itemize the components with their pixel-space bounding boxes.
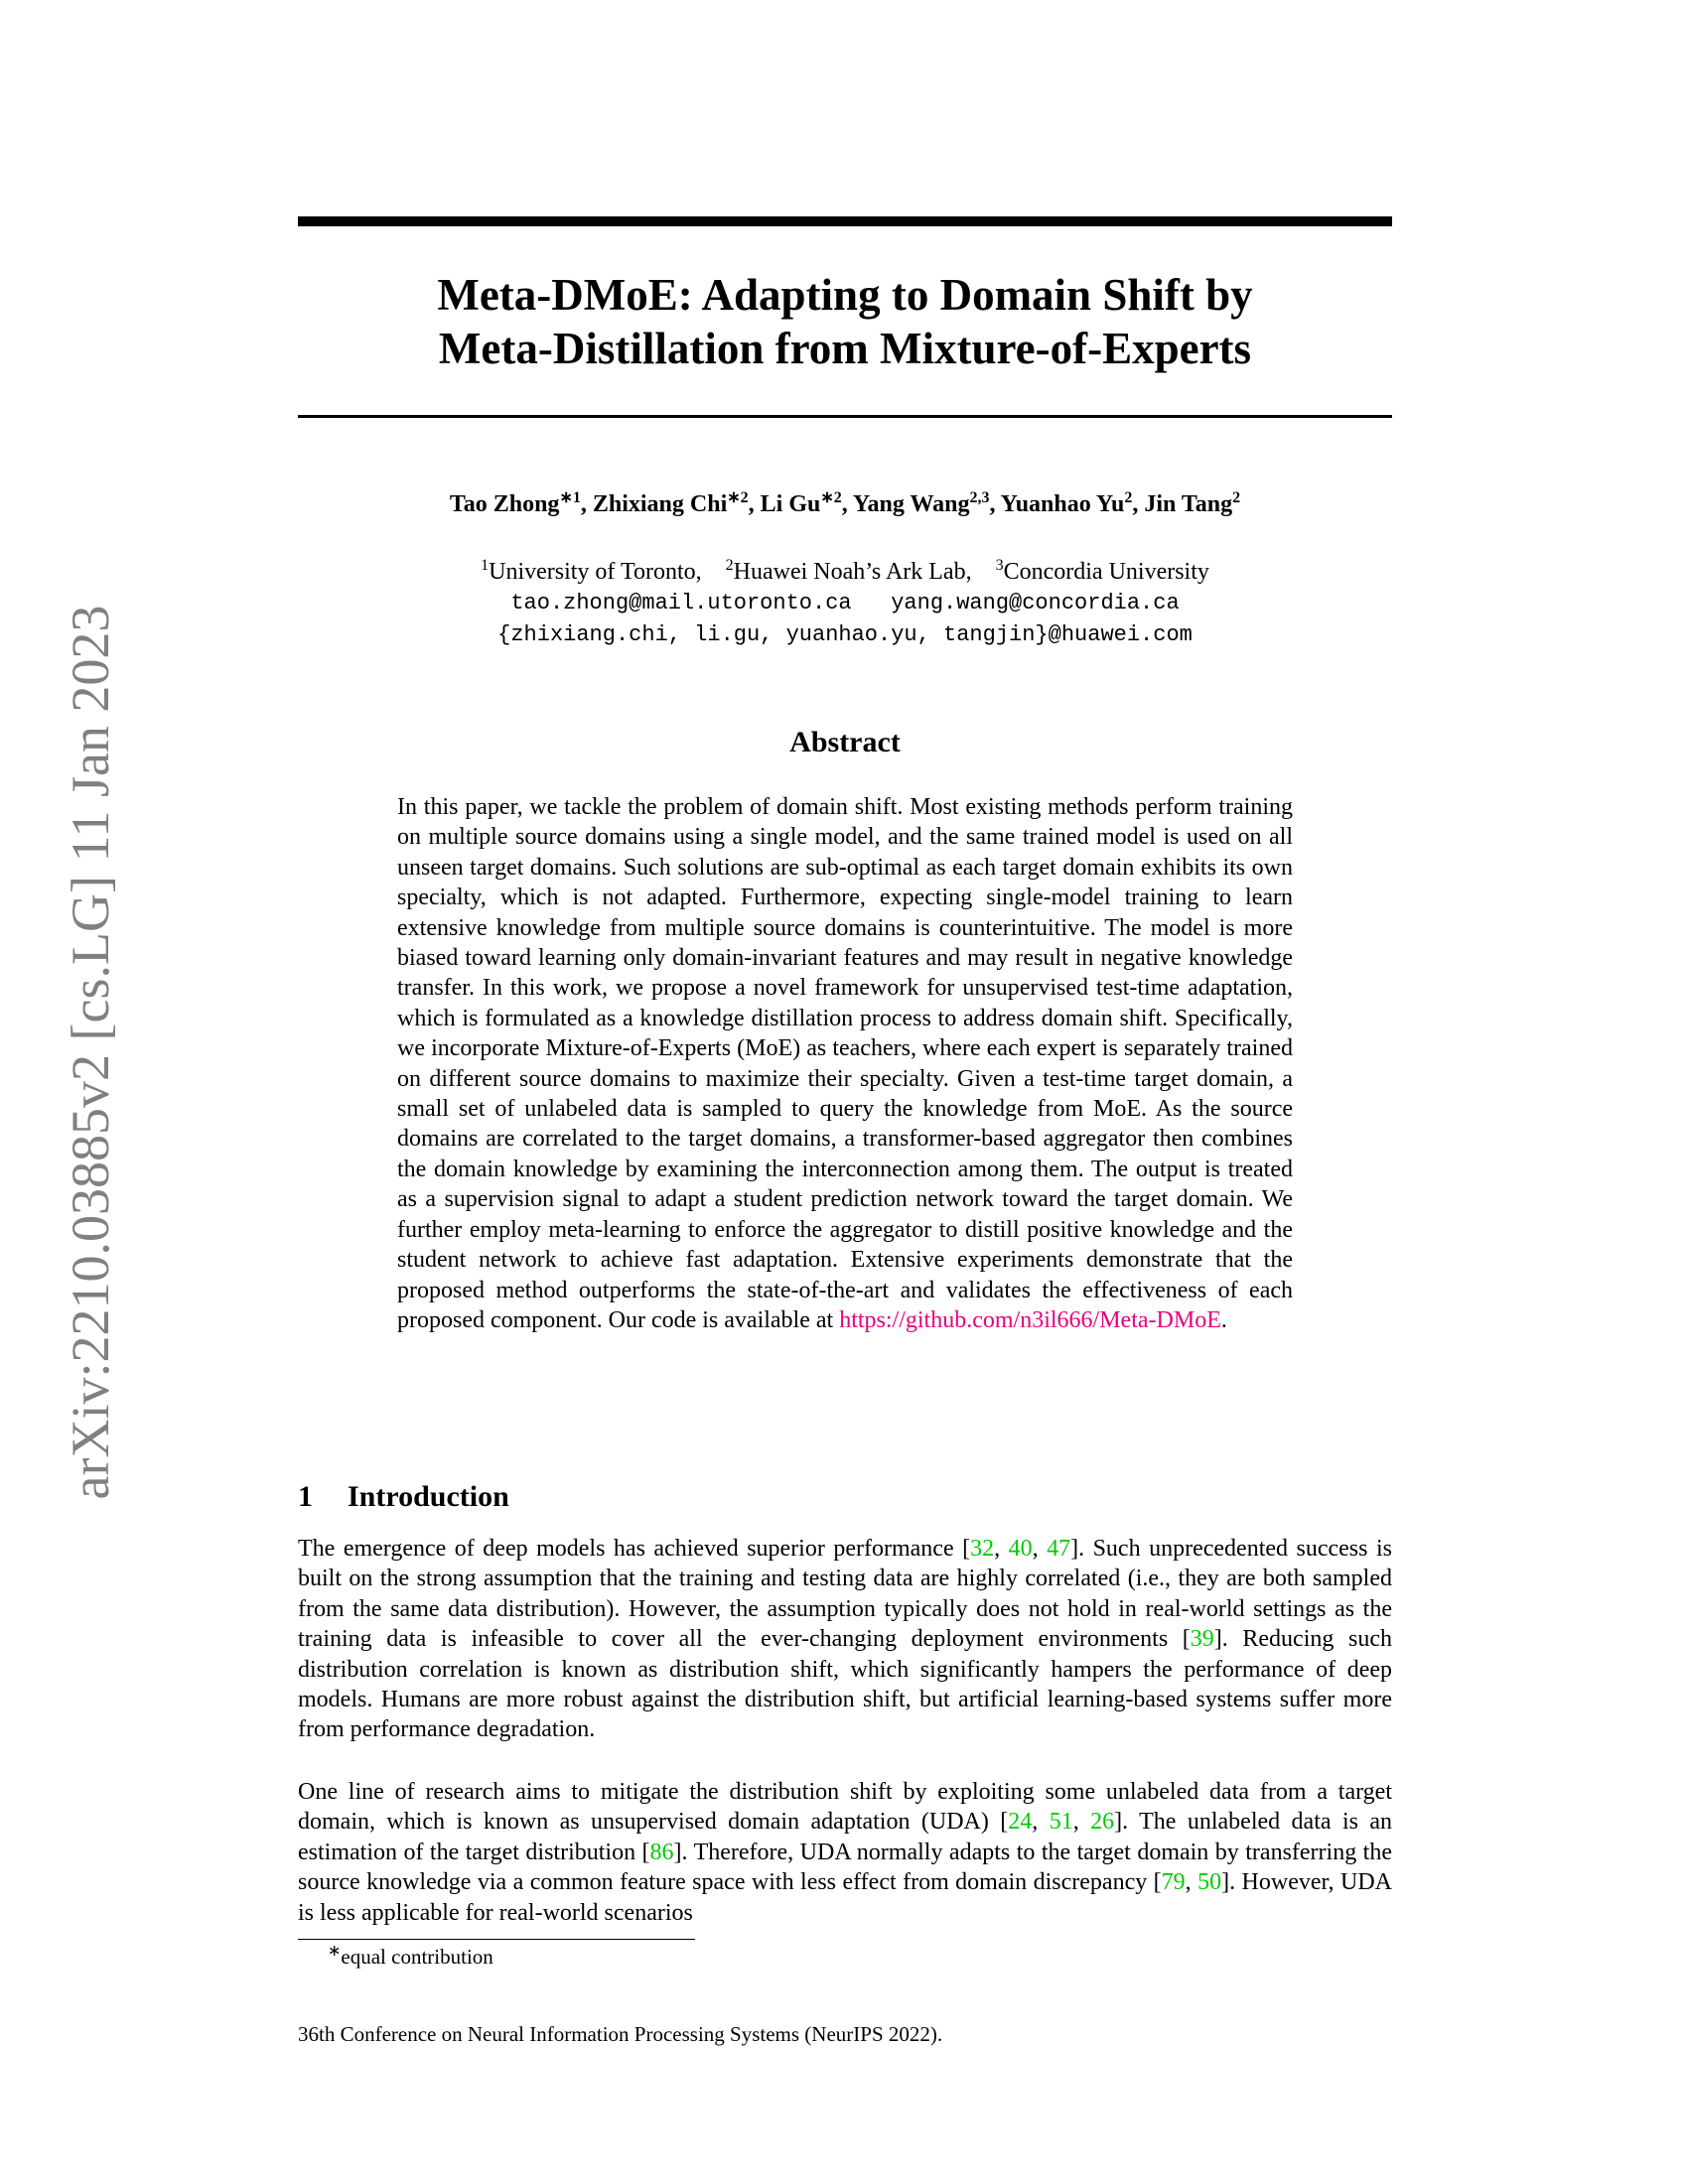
citation-link[interactable]: 79	[1161, 1869, 1186, 1896]
citation-link[interactable]: 50	[1197, 1869, 1222, 1896]
author: Jin Tang$^2$	[1144, 489, 1241, 517]
venue-note: 36th Conference on Neural Information Processing Systems (NeurIPS 2022).	[298, 2022, 943, 2046]
title-bottom-rule	[298, 415, 1392, 418]
abstract-heading: Abstract	[789, 726, 901, 758]
citation-link[interactable]: 32	[970, 1536, 995, 1562]
citation-link[interactable]: 47	[1047, 1536, 1071, 1562]
intro-paragraph-1: The emergence of deep models has achieved superior performance [32, 40, 47]. Such unprecedented success is built on the strong assumption that the training and testing data are highly correlated (i.e., they are both sampled from the same data distribution). However, the assumption typically does not hold in real-world settings as the training data is infeasible to cover all the ever-changing deployment environments [39]. Reducing such distribution correlation is known as distribution shift, which significantly hampers the performance of deep models. Humans are more robust against the distribution shift, but artificial learning-based systems suffer more from performance degradation.	[298, 1536, 1392, 1743]
code-link[interactable]: https://github.com/n3il666/Meta-DMoE	[839, 1306, 1221, 1333]
abstract-body: In this paper, we tackle the problem of domain shift. Most existing methods perform training on multiple source domains using a single model, and the same trained model is used on all unseen target domains. Such solutions are sub-optimal as each target domain exhibits its own specialty, which is not adapted. Furthermore, expecting single-model training to learn extensive knowledge from multiple source domains is counterintuitive. The model is more biased toward learning only domain-invariant features and may result in negative knowledge transfer. In this work, we propose a novel framework for unsupervised test-time adaptation, which is formulated as a knowledge distillation process to address domain shift. Specifically, we incorporate Mixture-of-Experts (MoE) as teachers, where each expert is separately trained on different source domains to maximize their specialty. Given a test-time target domain, a small set of unlabeled data is sampled to query the knowledge from MoE. As the source domains are correlated to the target domains, a transformer-based aggregator then combines the domain knowledge by examining the interconnection among them. The output is treated as a supervision signal to adapt a student prediction network toward the target domain. We further employ meta-learning to enforce the aggregator to distill positive knowledge and the student network to achieve fast adaptation. Extensive experiments demonstrate that the proposed method outperforms the state-of-the-art and validates the effectiveness of each proposed component. Our code is available at https://github.com/n3il666/Meta-DMoE.	[397, 794, 1293, 1333]
citation-link[interactable]: 40	[1008, 1536, 1033, 1562]
author-list: Tao Zhong$^{∗1}$, Zhixiang Chi$^{∗2}$, Li $Gu^{∗2}$, Yang Wang$^{2,3}$, Yuanhao Yu$^2$, Jin Tang$^2$	[449, 489, 1241, 517]
citation-link[interactable]: 51	[1049, 1809, 1073, 1836]
title-line-2: Meta-Distillation from Mixture-of-Experts	[438, 324, 1252, 373]
email-line-2: {zhixiang.chi, li.gu, yuanhao.yu, tangjin}@huawei.com	[497, 622, 1193, 647]
author: Li $Gu^{∗2}$	[760, 489, 842, 517]
intro-paragraph-2: One line of research aims to mitigate the distribution shift by exploiting some unlabeled data from a target domain, which is known as unsupervised domain adaptation (UDA) [24, 51, 26]. The unlabeled data is an estimation of the target distribution [86]. Therefore, UDA normally adapts to the target domain by transferring the source knowledge via a common feature space with less effect from domain discrepancy [79, 50]. However, UDA is less applicable for real-world scenarios	[298, 1779, 1393, 1926]
author: Yuanhao Yu$^2$	[1000, 489, 1133, 517]
arxiv-identifier: arXiv:2210.03885v2 [cs.LG] 11 Jan 2023	[61, 605, 120, 1500]
citation-link[interactable]: 86	[649, 1839, 674, 1865]
footnote: ∗equal contribution	[328, 1943, 493, 1969]
paper-title	[298, 268, 1392, 375]
email-line-1: tao.zhong@mail.utoronto.ca yang.wang@concordia.ca	[510, 591, 1180, 615]
footnote-rule	[298, 1939, 695, 1940]
citation-link[interactable]: 39	[1190, 1626, 1214, 1653]
author: Yang Wang$^{2,3}$	[852, 489, 990, 517]
affiliation-line: $^1$University of Toronto, $^2$Huawei Noah’s Ark Lab, $^3$Concordia University	[481, 557, 1209, 585]
section-heading	[298, 1479, 509, 1515]
title-line-1: Meta-DMoE: Adapting to Domain Shift by	[437, 270, 1253, 320]
section-number: 1	[298, 1480, 313, 1513]
author: Zhixiang Chi$^{∗2}$	[592, 489, 749, 517]
top-rule	[298, 216, 1392, 226]
citation-link[interactable]: 26	[1090, 1809, 1115, 1836]
arxiv-sidebar	[36, 556, 145, 1549]
author: Tao Zhong$^{∗1}$	[449, 489, 581, 517]
citation-link[interactable]: 24	[1008, 1809, 1033, 1836]
affiliations	[298, 556, 1392, 651]
section-title: Introduction	[348, 1480, 509, 1513]
